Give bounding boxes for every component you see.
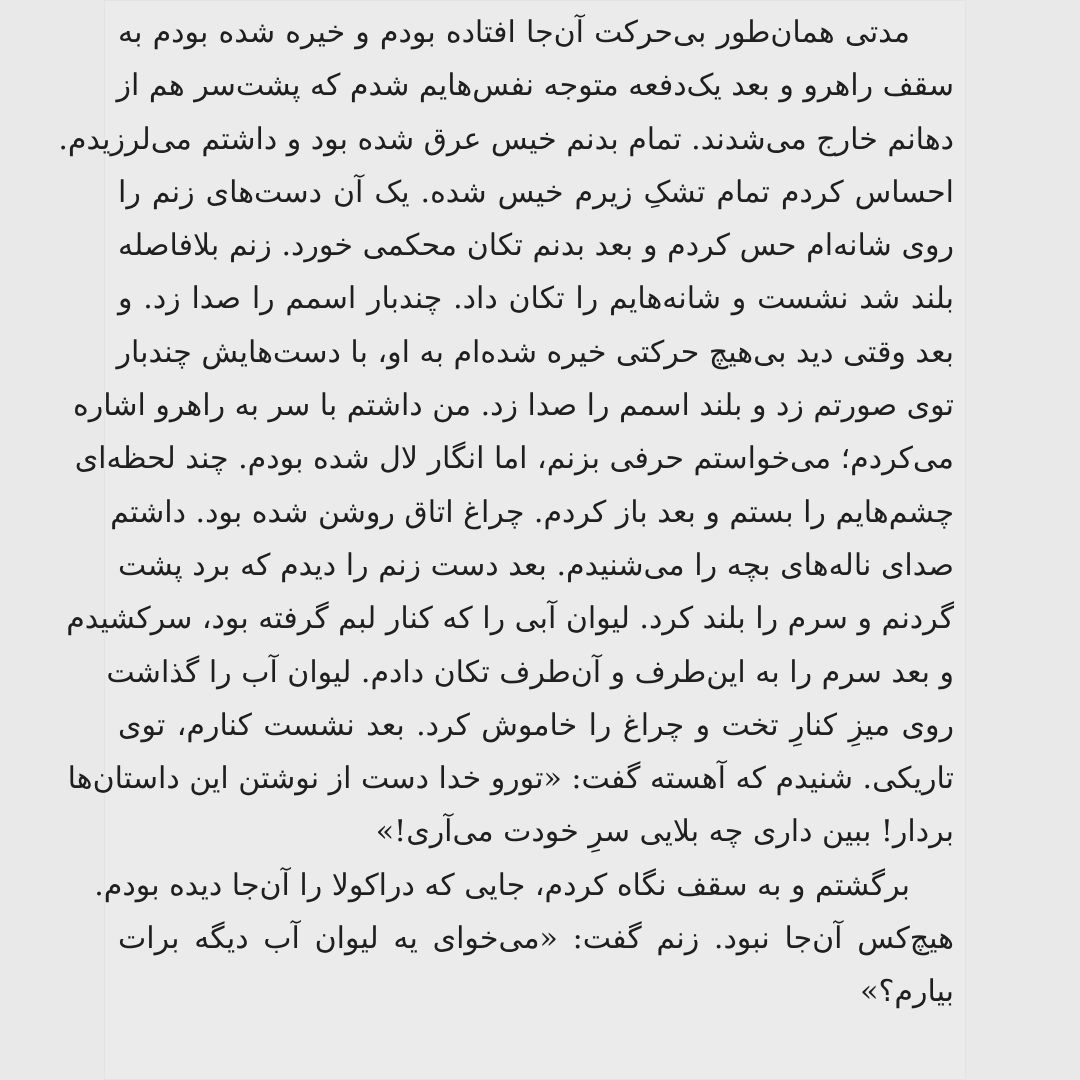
text-line: می‌کردم؛ می‌خواستم حرفی بزنم، اما انگار لال شده بودم. چند لحظه‌ای [74, 441, 954, 477]
text-line: مدتی همان‌طور بی‌حرکت آن‌جا افتاده بودم و خیره شده بودم به [118, 15, 910, 50]
text-line: بعد وقتی دید بی‌هیچ حرکتی خیره شده‌ام به او، با دست‌هایش چندبار [116, 334, 954, 370]
text-line: روی شانه‌ام حس کردم و بعد بدنم تکان محکمی خورد. زنم بلافاصله [118, 228, 954, 264]
text-line: تاریکی. شنیدم که آهسته گفت: «تورو خدا دست از نوشتن این داستان‌ها [67, 761, 954, 797]
text-line: گردنم و سرم را بلند کرد. لیوان آبی را که کنار لبم گرفته بود، سرکشیدم [66, 601, 954, 637]
text-line: احساس کردم تمام تشکِ زیرم خیس شده. یک آن دست‌های زنم را [118, 174, 954, 210]
text-line: سقف راهرو و بعد یک‌دفعه متوجه نفس‌هایم شدم که پشت‌سر هم از [116, 68, 954, 104]
text-line: بردار! ببین داری چه بلایی سرِ خودت می‌آری!» [375, 814, 954, 850]
text-line: صدای ناله‌های بچه را می‌شنیدم. بعد دست زنم را دیدم که برد پشت [118, 547, 954, 583]
text-line: بلند شد نشست و شانه‌هایم را تکان داد. چندبار اسمم را صدا زد. و [118, 281, 954, 317]
text-line: دهانم خارج می‌شدند. تمام بدنم خیس عرق شده بود و داشتم می‌لرزیدم. [58, 121, 954, 157]
page-text [58, 6, 954, 1019]
text-line: برگشتم و به سقف نگاه کردم، جایی که دراکولا را آن‌جا دیده بودم. [94, 867, 910, 903]
text-line: توی صورتم زد و بلند اسمم را صدا زد. من داشتم با سر به راهرو اشاره [73, 388, 954, 424]
text-line: و بعد سرم را به این‌طرف و آن‌طرف تکان دادم. لیوان آب را گذاشت [106, 654, 954, 690]
text-line: بیارم؟» [860, 974, 954, 1010]
text-line: روی میزِ کنارِ تخت و چراغ را خاموش کرد. بعد نشست کنارم، توی [118, 707, 954, 743]
text-line: چشم‌هایم را بستم و بعد باز کردم. چراغ اتاق روشن شده بود. داشتم [110, 494, 954, 530]
text-line: هیچ‌کس آن‌جا نبود. زنم گفت: «می‌خوای یه لیوان آب دیگه برات [118, 921, 954, 957]
